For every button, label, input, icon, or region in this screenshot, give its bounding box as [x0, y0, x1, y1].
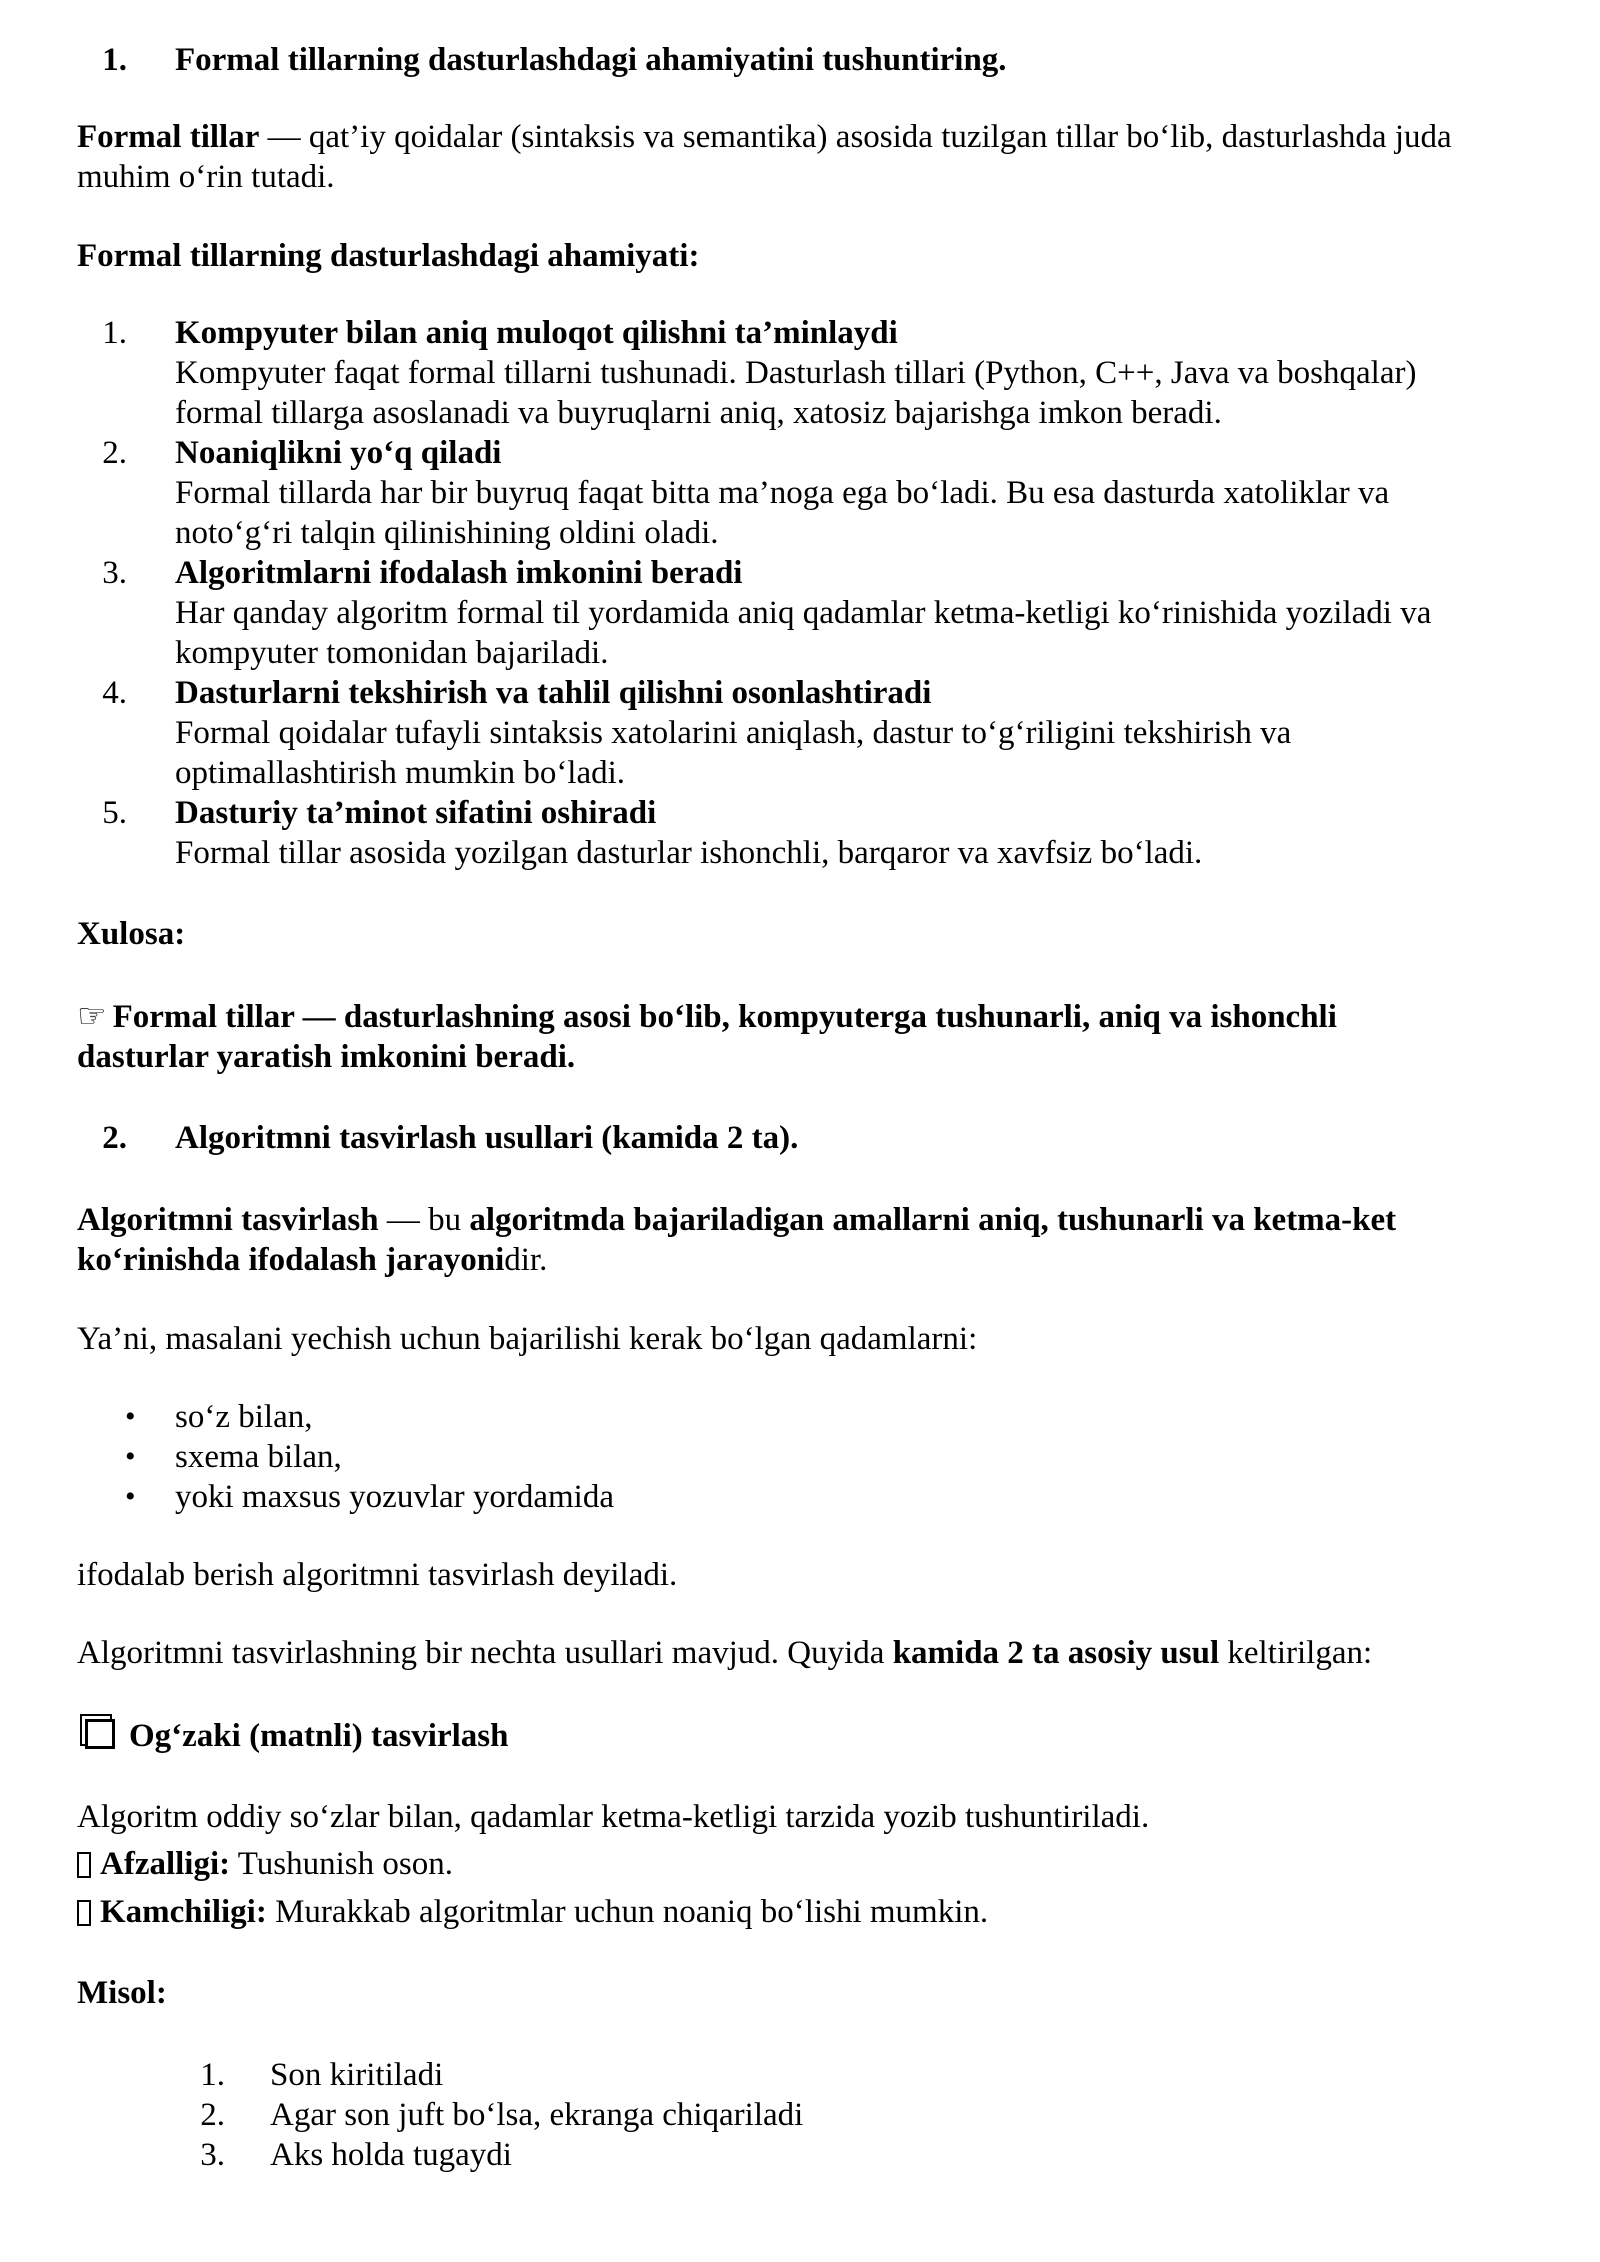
- advantage-label: Afzalligi:: [100, 1846, 231, 1882]
- method-1-heading: [77, 1716, 508, 1756]
- example-item-text: Son kiritiladi: [270, 2057, 444, 2093]
- intro-term: Formal tillar: [77, 119, 260, 155]
- bullet-icon: •: [125, 1400, 136, 1433]
- importance-item-title: Dasturlarni tekshirish va tahlil qilishni osonlashtiradi: [175, 675, 932, 711]
- conclusion-line1: Formal tillar — dasturlashning asosi bo‘lib, kompyuterga tushunarli, aniq va ishonchli: [112, 999, 1337, 1035]
- intro-text-line1: — qat’iy qoidalar (sintaksis va semantika) asosida tuzilgan tillar bo‘lib, dasturlashda juda: [259, 119, 1452, 155]
- conclusion-text: [77, 997, 1547, 1077]
- conclusion-line2: dasturlar yaratish imkonini beradi.: [77, 1039, 576, 1075]
- importance-item-number: 3.: [102, 555, 127, 591]
- after-bullets-text: ifodalab berish algoritmni tasvirlash deyiladi.: [77, 1557, 678, 1593]
- question-1-title: Formal tillarning dasturlashdagi ahamiyatini tushuntiring.: [175, 42, 1007, 78]
- importance-item-line: Formal qoidalar tufayli sintaksis xatolarini aniqlash, dastur to‘g‘riligini tekshirish va: [175, 715, 1292, 751]
- advantage-text: Tushunish oson.: [230, 1846, 453, 1882]
- disadvantage-text: Murakkab algoritmlar uchun noaniq bo‘lishi mumkin.: [266, 1894, 989, 1930]
- importance-item-title: Dasturiy ta’minot sifatini oshiradi: [175, 795, 657, 831]
- definition-mid: — bu: [378, 1202, 470, 1238]
- conclusion-heading: Xulosa:: [77, 916, 186, 952]
- methods-before: Algoritmni tasvirlashning bir nechta usullari mavjud. Quyida: [77, 1635, 893, 1671]
- importance-item-number: 4.: [102, 675, 127, 711]
- disadvantage-label: Kamchiligi:: [100, 1894, 267, 1930]
- definition-paragraph: [77, 1200, 1547, 1280]
- example-heading: Misol:: [77, 1975, 167, 2011]
- methods-intro: [77, 1633, 1547, 1673]
- cross-icon: [77, 1900, 91, 1926]
- importance-heading: Formal tillarning dasturlashdagi ahamiyati:: [77, 238, 700, 274]
- methods-after: keltirilgan:: [1219, 1635, 1373, 1671]
- importance-item-title: Kompyuter bilan aniq muloqot qilishni ta’minlaydi: [175, 315, 898, 351]
- method-1-advantage: [77, 1844, 453, 1884]
- bullet-icon: •: [125, 1440, 136, 1473]
- importance-item-title: Algoritmlarni ifodalash imkonini beradi: [175, 555, 743, 591]
- method-1-title: Og‘zaki (matnli) tasvirlash: [129, 1718, 509, 1754]
- bullet-text: sxema bilan,: [175, 1439, 342, 1475]
- importance-item-line: Kompyuter faqat formal tillarni tushunadi. Dasturlash tillari (Python, C++, Java va boshqalar): [175, 355, 1417, 391]
- importance-item-line: optimallashtirish mumkin bo‘ladi.: [175, 755, 626, 791]
- importance-item-line: Har qanday algoritm formal til yordamida aniq qadamlar ketma-ketligi ko‘rinishida yoziladi va: [175, 595, 1432, 631]
- steps-intro: Ya’ni, masalani yechish uchun bajarilishi kerak bo‘lgan qadamlarni:: [77, 1321, 978, 1357]
- importance-item-line: noto‘g‘ri talqin qilinishining oldini oladi.: [175, 515, 719, 551]
- definition-bold-line2: ko‘rinishda ifodalash jarayoni: [77, 1242, 505, 1278]
- importance-item-line: Formal tillar asosida yozilgan dasturlar ishonchli, barqaror va xavfsiz bo‘ladi.: [175, 835, 1203, 871]
- bullet-text: so‘z bilan,: [175, 1399, 313, 1435]
- definition-term: Algoritmni tasvirlash: [77, 1202, 379, 1238]
- question-2-number: 2.: [102, 1120, 127, 1156]
- definition-tail: dir.: [504, 1242, 548, 1278]
- example-item-text: Agar son juft bo‘lsa, ekranga chiqariladi: [270, 2097, 804, 2133]
- importance-item-line: kompyuter tomonidan bajariladi.: [175, 635, 609, 671]
- importance-item-line: Formal tillarda har bir buyruq faqat bitta ma’noga ega bo‘ladi. Bu esa dasturda xatoliklar va: [175, 475, 1390, 511]
- question-1-number: 1.: [102, 42, 127, 78]
- example-item-number: 1.: [200, 2057, 225, 2093]
- example-item-number: 2.: [200, 2097, 225, 2133]
- importance-item-number: 5.: [102, 795, 127, 831]
- intro-paragraph: [77, 117, 1547, 197]
- importance-item-number: 1.: [102, 315, 127, 351]
- intro-text-line2: muhim o‘rin tutadi.: [77, 159, 335, 195]
- method-1-disadvantage: [77, 1892, 988, 1932]
- example-item-text: Aks holda tugaydi: [270, 2137, 512, 2173]
- bullet-icon: •: [125, 1480, 136, 1513]
- importance-item-number: 2.: [102, 435, 127, 471]
- check-icon: [77, 1852, 91, 1878]
- methods-bold: kamida 2 ta asosiy usul: [892, 1635, 1220, 1671]
- book-icon: [85, 1719, 115, 1749]
- method-1-description: Algoritm oddiy so‘zlar bilan, qadamlar ketma-ketligi tarzida yozib tushuntiriladi.: [77, 1799, 1150, 1835]
- importance-item-title: Noaniqlikni yo‘q qiladi: [175, 435, 502, 471]
- example-item-number: 3.: [200, 2137, 225, 2173]
- bullet-text: yoki maxsus yozuvlar yordamida: [175, 1479, 614, 1515]
- pointing-hand-icon: ☞: [77, 999, 107, 1035]
- definition-bold-line1: algoritmda bajariladigan amallarni aniq, tushunarli va ketma-ket: [469, 1202, 1397, 1238]
- importance-item-line: formal tillarga asoslanadi va buyruqlarni aniq, xatosiz bajarishga imkon beradi.: [175, 395, 1222, 431]
- question-2-title: Algoritmni tasvirlash usullari (kamida 2 ta).: [175, 1120, 799, 1156]
